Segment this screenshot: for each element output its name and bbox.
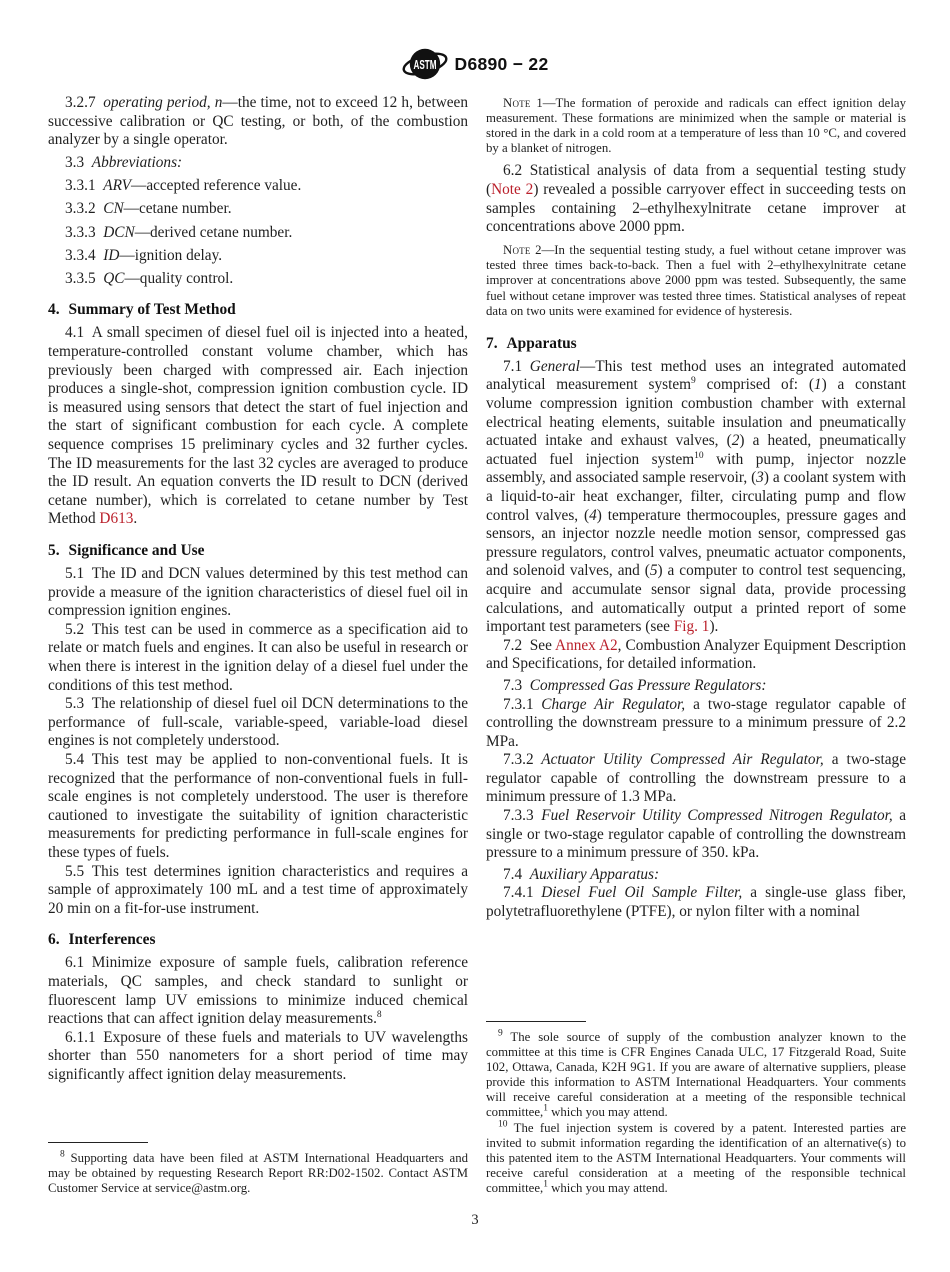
- note-label: Note: [503, 243, 531, 258]
- para-number: 6.1.1: [65, 1028, 104, 1046]
- para-text: ) a constant volume compression ignition combustion chamber with external electrical heating elements, suitable insulation and pneumatically actuated intake and exhaust valves, (: [486, 376, 906, 450]
- para-6-2: [486, 162, 906, 236]
- para-text: The ID and DCN values determined by this test method can provide a measure of the ignition characteristics of diesel fuel oil in compression ignition engines.: [48, 565, 468, 620]
- para-text: Statistical analysis of data from a sequential testing study (: [486, 162, 906, 198]
- heading-5-significance: [48, 542, 468, 561]
- para-7-3-1: [486, 696, 906, 752]
- para-7-4-1: [486, 884, 906, 921]
- heading-7-apparatus: [486, 335, 906, 354]
- defined-term: General: [529, 357, 580, 375]
- para-text: .: [133, 510, 138, 528]
- definition-text: —quality control.: [124, 269, 234, 287]
- para-number: 7.4: [503, 865, 530, 883]
- page-header: [0, 44, 950, 84]
- para-text: ) a heated, pneumatically actuated fuel injection system: [486, 432, 906, 468]
- para-5-1: [48, 565, 468, 621]
- para-6-1: [48, 954, 468, 1028]
- para-6-1-1: [48, 1029, 468, 1085]
- right-footnotes: [486, 1021, 906, 1196]
- astm-logo-text: ASTM: [413, 58, 436, 72]
- definition-text: —accepted reference value.: [131, 177, 302, 195]
- definition-text: —derived cetane number.: [134, 223, 293, 241]
- footnote-number: 8: [60, 1149, 65, 1160]
- abbreviation: ARV: [103, 177, 132, 195]
- right-column-main: [486, 94, 906, 922]
- footnote-9: [486, 1030, 906, 1121]
- para-7-1: [486, 358, 906, 637]
- para-number: 5.5: [65, 862, 92, 880]
- list-numeral: 5: [649, 562, 658, 580]
- definition-text: —ignition delay.: [119, 246, 223, 264]
- link-note-2[interactable]: Note 2: [491, 180, 534, 198]
- def-3-3-3: [48, 224, 468, 243]
- para-5-3: [48, 695, 468, 751]
- para-text: This test may be applied to non-conventional fuels. It is recognized that the performance of non-conventional fuels in full-scale engines is not completely understood. The user is therefore cautioned to investigate the suitability of ignition characteristic measurements for predicting performance in full-scale engines for these types of fuels.: [48, 751, 468, 861]
- heading-number: 5.: [48, 541, 60, 559]
- para-text: , Combustion Analyzer Equipment Description and Specifications, for detailed information.: [486, 636, 906, 673]
- abbreviation: ID: [103, 246, 120, 264]
- abbreviation: QC: [103, 269, 125, 287]
- para-5-4: [48, 751, 468, 863]
- note-text: 1—The formation of peroxide and radicals can effect ignition delay measurement. These formations are minimized when the sample or material is stored in the dark in a cold room at a temperature of less than 10 °C, and covered by a blanket of nitrogen.: [486, 96, 906, 156]
- note-label: Note: [503, 96, 531, 110]
- para-number: 5.1: [65, 565, 92, 583]
- para-number: 5.3: [65, 695, 92, 713]
- link-fig-1[interactable]: Fig. 1: [673, 618, 710, 636]
- para-text: a two-stage regulator capable of controlling the downstream pressure to a minimum pressure of 1.3 MPa.: [486, 751, 906, 806]
- para-number: 7.4.1: [503, 884, 542, 902]
- two-column-body: [48, 94, 906, 1196]
- para-text: ) a computer to control test sequencing, acquire and accumulate sensor signal data, provide processing calculations, and automatically output a printed report of some important test parameters (see: [486, 562, 906, 636]
- link-d613[interactable]: D613: [99, 510, 134, 528]
- para-5-2: [48, 621, 468, 695]
- right-column: [486, 94, 906, 1196]
- para-text: Minimize exposure of sample fuels, calibration reference materials, QC samples, and check standard to sunlight or fluorescent lamp UV emissions to minimize induced chemical reactions that can affect ignition delay measurements.: [48, 954, 468, 1028]
- para-number: 3.3.2: [65, 200, 104, 218]
- heading-number: 7.: [486, 334, 498, 352]
- para-text: comprised of: (: [695, 376, 814, 394]
- note-text: 2—In the sequential testing study, a fuel without cetane improver was tested three times back-to-back. Then a fuel with 2–ethylhexylnitrate cetane improver at concentrations above 2000 ppm was tested. Subsequently, the same fuel without cetane improver was tested three times. Statistical analyses of repeat data on two units were examined for evidence of hysteresis.: [486, 243, 906, 318]
- para-text: ) revealed a possible carryover effect in succeeding tests on samples containing 2–ethylhexylnitrate cetane improver at concentrations above 2000 ppm.: [486, 180, 906, 236]
- para-number: 3.3: [65, 154, 92, 172]
- abbreviation: CN: [103, 200, 124, 218]
- definition-text: —cetane number.: [123, 200, 232, 218]
- para-text: a single or two-stage regulator capable of controlling the downstream pressure to a minimum pressure of 350. kPa.: [486, 807, 906, 862]
- doc-code: D6890 − 22: [454, 53, 549, 74]
- footnote-text: The sole source of supply of the combustion analyzer known to the committee at this time is CFR Engines Canada ULC, 17 Fitzgerald Road, Suite 102, Ottawa, Canada, K2H 9G1. If you are aware of alternative suppliers, please provide this information to ASTM International Headquarters. Your comments will receive careful consideration at a meeting of the responsible technical committee,: [486, 1029, 906, 1120]
- para-7-3-2: [486, 751, 906, 807]
- para-text: A small specimen of diesel fuel oil is injected into a heated, temperature-controlled constant volume chamber, which has previously been charged with compressed air. Each injection produces a single-shot, compression ignition combustion cycle. ID is measured using sensors that detect the start of fuel injection and the start of significant combustion for each cycle. A complete sequence comprises 15 preliminary cycles and 32 further cycles. The ID measurements for the last 32 cycles are averaged to produce the ID result. An equation converts the ID result to DCN (derived cetane number), which is correlated to cetane number by Test Method: [48, 324, 468, 528]
- defined-term: operating period, n: [103, 94, 223, 111]
- left-footnotes: [48, 1142, 468, 1196]
- heading-6-interferences: [48, 931, 468, 950]
- link-annex-a2[interactable]: Annex A2: [555, 636, 618, 654]
- para-7-2: [486, 637, 906, 674]
- def-3-3-1: [48, 177, 468, 196]
- defined-term: Actuator Utility Compressed Air Regulator,: [541, 751, 824, 769]
- para-text: with pump, injector nozzle assembly, and associated sample reservoir, (: [486, 450, 907, 487]
- para-number: 6.2: [503, 162, 530, 180]
- para-text: See: [529, 636, 556, 654]
- defined-term: Diesel Fuel Oil Sample Filter,: [541, 884, 743, 902]
- para-text: This test determines ignition characteristics and requires a sample of approximately 100 mL and a test time of approximately 20 min on a fit-for-use instrument.: [48, 862, 468, 917]
- para-7-3: [486, 677, 906, 696]
- heading-title: Summary of Test Method: [68, 301, 236, 319]
- def-3-3-5: [48, 270, 468, 289]
- para-4-1: [48, 324, 468, 529]
- para-5-5: [48, 863, 468, 919]
- para-number: 7.3: [503, 676, 530, 694]
- note-2: [486, 243, 906, 318]
- list-numeral: 2: [731, 432, 740, 450]
- footnote-marker-8: 8: [376, 1010, 382, 1021]
- footnote-10: [486, 1121, 906, 1196]
- def-3-3-2: [48, 200, 468, 219]
- footnote-text: which you may attend.: [547, 1180, 668, 1195]
- left-column-main: [48, 94, 468, 1085]
- para-7-3-3: [486, 807, 906, 863]
- para-7-4: [486, 866, 906, 885]
- para-text: ) a coolant system with a liquid-to-air heat exchanger, filter, circulating pump and flow control valves, (: [486, 469, 906, 524]
- para-number: 7.1: [503, 357, 530, 375]
- footnote-8: [48, 1151, 468, 1196]
- para-number: 3.2.7: [65, 94, 104, 111]
- heading-4-summary: [48, 301, 468, 320]
- left-column: [48, 94, 468, 1196]
- heading-number: 4.: [48, 301, 60, 319]
- heading-title: Apparatus: [506, 334, 577, 352]
- page-number: 3: [471, 1212, 479, 1228]
- para-text: —the time, not to exceed 12 h, between successive calibration or QC testing, or both, of the combustion analyzer by a single operator.: [48, 94, 468, 149]
- para-3-2-7: [48, 94, 468, 150]
- para-number: 7.2: [503, 636, 530, 654]
- para-number: 6.1: [65, 954, 92, 972]
- para-number: 3.3.4: [65, 246, 104, 264]
- para-number: 7.3.1: [503, 695, 542, 713]
- footnote-marker-9: 9: [691, 376, 696, 387]
- para-number: 7.3.2: [503, 751, 542, 769]
- astm-logo-icon: [402, 44, 448, 84]
- footnote-text: which you may attend.: [547, 1105, 668, 1120]
- footnote-separator: [48, 1142, 148, 1143]
- footnote-text: The fuel injection system is covered by a patent. Interested parties are invited to submit information regarding the identification of an alternative(s) to this patented item to the ASTM International Headquarters. Your comments will receive careful consideration at a meeting of the responsible technical committee,: [486, 1120, 906, 1195]
- list-numeral: 4: [589, 506, 597, 524]
- footnote-number: 9: [498, 1028, 503, 1039]
- abbreviation: DCN: [103, 223, 135, 241]
- heading-title: Significance and Use: [68, 541, 205, 559]
- para-text: Exposure of these fuels and materials to UV wavelengths shorter than 550 nanometers for a short period of time may significantly affect ignition delay measurements.: [48, 1028, 468, 1083]
- heading-title: Interferences: [68, 931, 156, 949]
- para-text: ).: [709, 618, 719, 636]
- heading-number: 6.: [48, 931, 60, 949]
- note-1: [486, 96, 906, 156]
- para-number: 4.1: [65, 324, 92, 342]
- footnote-separator: [486, 1021, 586, 1022]
- para-text: ) temperature thermocouples, pressure gages and sensors, an injector nozzle needle motion sensor, compressed gas pressure regulators, control valves, pneumatic actuator components, and solenoid valves, and (: [486, 506, 906, 580]
- defined-term: Fuel Reservoir Utility Compressed Nitrogen Regulator,: [541, 807, 893, 825]
- para-text: —This test method uses an integrated automated analytical measurement system: [486, 357, 906, 394]
- footnote-marker-1: 1: [543, 1104, 548, 1115]
- list-numeral: 3: [756, 469, 764, 487]
- para-3-3: [48, 154, 468, 173]
- defined-term: Auxiliary Apparatus:: [529, 865, 660, 883]
- defined-term: Abbreviations:: [91, 154, 183, 172]
- footnote-text: Supporting data have been filed at ASTM International Headquarters and may be obtained by requesting Research Report RR:D02-1502. Contact ASTM Customer Service at service@astm.org.: [48, 1150, 468, 1195]
- para-text: This test can be used in commerce as a specification aid to relate or match fuels and engines. It can also be useful in research or when there is interest in the ignition delay of a diesel fuel under the conditions of this test method.: [48, 620, 468, 694]
- para-text: a two-stage regulator capable of controlling the downstream pressure to a minimum pressure of 2.2 MPa.: [486, 695, 906, 750]
- para-number: 5.4: [65, 751, 92, 768]
- para-text: a single-use glass fiber, polytetrafluorethylene (PTFE), or nylon filter with a nominal: [486, 884, 906, 921]
- def-3-3-4: [48, 247, 468, 266]
- para-text: The relationship of diesel fuel oil DCN determinations to the performance of full-scale, variable-speed, variable-load diesel engines is not completely understood.: [48, 695, 468, 750]
- para-number: 3.3.5: [65, 269, 104, 287]
- defined-term: Compressed Gas Pressure Regulators:: [529, 676, 767, 694]
- para-number: 3.3.3: [65, 223, 104, 241]
- para-number: 3.3.1: [65, 177, 104, 195]
- defined-term: Charge Air Regulator,: [541, 695, 686, 713]
- list-numeral: 1: [813, 376, 822, 394]
- footnote-number: 10: [498, 1119, 508, 1130]
- para-number: 5.2: [65, 620, 92, 638]
- footnote-marker-1: 1: [543, 1179, 548, 1190]
- para-number: 7.3.3: [503, 807, 542, 825]
- footnote-marker-10: 10: [694, 450, 704, 461]
